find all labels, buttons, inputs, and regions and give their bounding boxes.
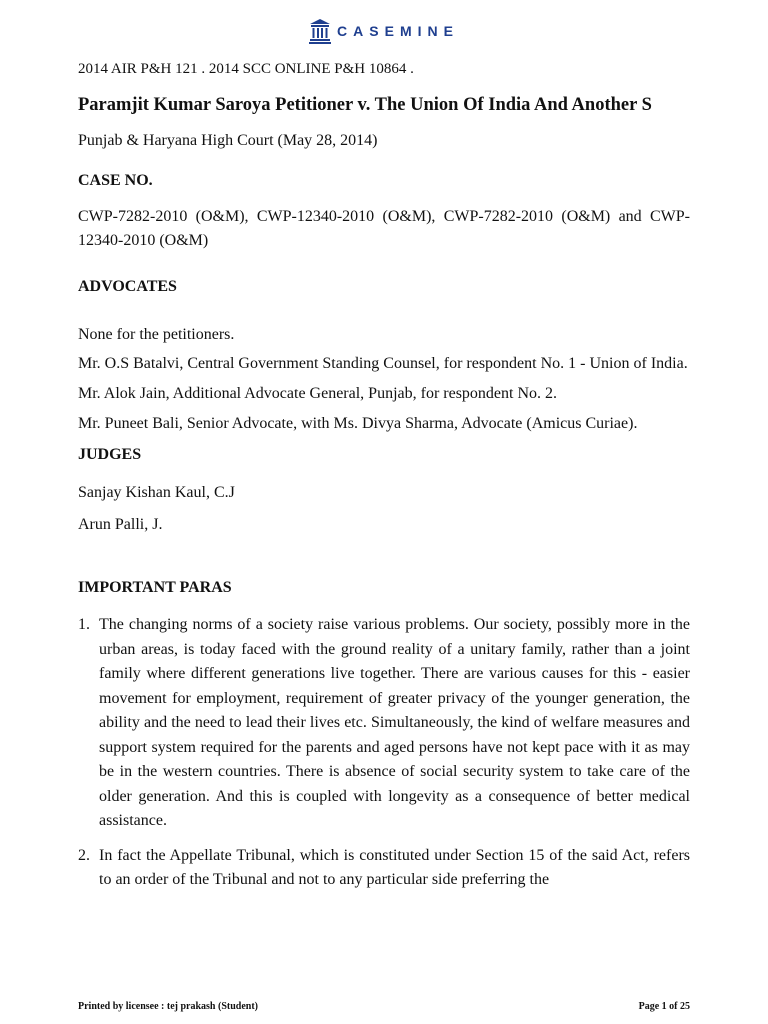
case-no-text: CWP-7282-2010 (O&M), CWP-12340-2010 (O&M), CWP-7282-2010 (O&M) and CWP-12340-2010 (O&M) [78, 208, 690, 249]
case-title: Paramjit Kumar Saroya Petitioner v. The Union Of India And Another S [78, 95, 652, 115]
document-content [78, 58, 690, 893]
advocate-line: Mr. Puneet Bali, Senior Advocate, with Ms. Divya Sharma, Advocate (Amicus Curiae). [78, 415, 638, 432]
judges-heading: JUDGES [78, 446, 142, 463]
important-paras-list [78, 613, 690, 893]
list-item [78, 613, 690, 834]
advocate-line: None for the petitioners. [78, 326, 235, 343]
logo-group [309, 18, 459, 44]
citation: 2014 AIR P&H 121 . 2014 SCC ONLINE P&H 10864 . [78, 61, 414, 77]
para-text: In fact the Appellate Tribunal, which is constituted under Section 15 of the said Act, refers to an order of the Tribunal and not to any particular side preferring the [99, 846, 690, 888]
judge-name: Sanjay Kishan Kaul, C.J [78, 484, 235, 501]
brand-name: CASEMINE [337, 23, 459, 39]
courthouse-icon [309, 18, 331, 44]
page-footer [78, 1001, 690, 1012]
header-logo [0, 18, 768, 44]
judge-name: Arun Palli, J. [78, 516, 163, 533]
para-number: 2. [78, 846, 90, 864]
page-number: Page 1 of 25 [638, 1001, 690, 1012]
para-text: The changing norms of a society raise various problems. Our society, possibly more in the urban areas, is today faced with the ground reality of a unitary family, rather than a joint family where different generations live together. There are various causes for this - easier movement for employment, requirement of greater privacy of the younger generation, the ability and the need to lead their lives etc. Simultaneously, the kind of welfare measures and support system required for the parents and aged persons have not kept pace with it as may be in the western countries. There is absence of social security system to take care of the older generation. And this is coupled with longevity as a consequence of better medical assistance. [99, 616, 690, 829]
case-no-heading: CASE NO. [78, 172, 153, 189]
important-paras-heading: IMPORTANT PARAS [78, 579, 232, 596]
list-item [78, 844, 690, 893]
court-date: Punjab & Haryana High Court (May 28, 2014) [78, 132, 378, 149]
advocates-heading: ADVOCATES [78, 278, 177, 295]
printed-by: Printed by licensee : tej prakash (Student) [78, 1001, 258, 1012]
advocate-line: Mr. O.S Batalvi, Central Government Standing Counsel, for respondent No. 1 - Union of India. [78, 355, 688, 372]
advocate-line: Mr. Alok Jain, Additional Advocate General, Punjab, for respondent No. 2. [78, 385, 558, 402]
para-number: 1. [78, 616, 90, 633]
